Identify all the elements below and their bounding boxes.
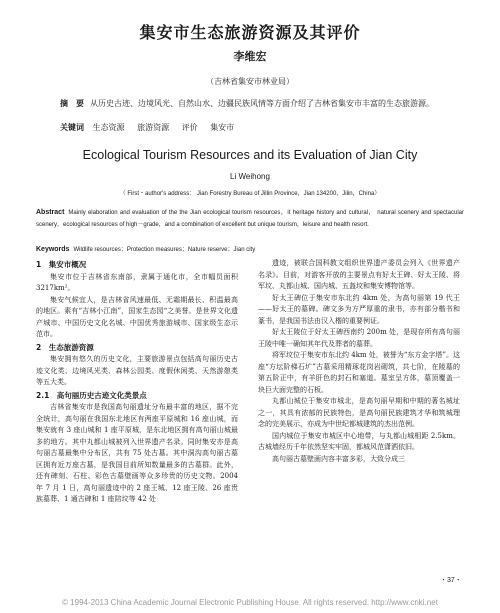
affiliation-en: （ First・author's address： Jian Forestry Bureau of Jillin Province，Jian 134200，Jilin，China） bbox=[119, 191, 381, 197]
keywords-en bbox=[36, 244, 464, 253]
subsection-heading: 2.1 高句丽历史古迹文化类景点 bbox=[36, 390, 147, 400]
keyword-cn: 集安市 bbox=[210, 123, 235, 132]
author-name-cn: 李维宏 bbox=[233, 50, 267, 63]
abstract-text-cn: 从历史古迹、边境风光、自然山水、边疆民族风情等方面介绍了吉林省集安市丰富的生态旅游源。 bbox=[90, 99, 434, 108]
paper-title-en: Ecological Tourism Resources and its Evaluation of Jian City bbox=[82, 148, 418, 162]
body-paragraph: 丸都山城位于集安市城北，是高句丽早期和中期的著名城址之一，其具有浓郁的民族特色，是高句丽民族建筑才华和筑城理念的完美展示，亦成为中世纪都城建筑的杰出范例。 bbox=[258, 397, 460, 428]
keywords-label-en: Keywords bbox=[36, 246, 70, 253]
abstract-en bbox=[36, 207, 464, 231]
body-paragraph: 将军坟位于集安市东北约 4km 处，被誉为“东方金字塔”。这座“方坛阶梯石圹”古墓采用精琢花岗岩砌筑，共七阶，在陵墓的第五阶正中，有羊肝色的封石和塞道。墓室呈方体，墓顶覆盖一块巨大面完整的石板。 bbox=[258, 351, 460, 394]
page-number: ・37・ bbox=[440, 577, 462, 584]
section-heading: 1 集安市概况 bbox=[36, 260, 87, 269]
keyword-cn: 评价 bbox=[181, 123, 198, 132]
body-paragraph: 国内城位于集安市城区中心地带，与丸都山城相距 2.5km。古城墙经历千年依然坚实牢固，都城风范潇洒依旧。 bbox=[258, 431, 460, 451]
body-paragraph: 集安气候宜人，是吉林省风速最低、无霜期最长、积温最高的地区。素有“吉林小江南”，国家生态园“之美誉。是世界文化遗产城市、中国历史文化名城、中国优秀旅游城市、国家级生态示范市。 bbox=[36, 295, 238, 338]
copyright-footer: © 1994-2013 China Academic Journal Electronic Publishing House. All rights reserved. http://www.cnki.net bbox=[62, 598, 438, 607]
keywords-text-en: Wildlife resources；Protection measures；Nature reserve；Jian city bbox=[73, 247, 256, 253]
body-paragraph: 好太王碑位于集安市东北约 4km 处，为高句丽第 19 代王——好太王的墓碑。碑文多为方严厚重的隶书，亦有部分楷书和篆书，是我国书法由汉入楷的重要例证。 bbox=[258, 293, 460, 325]
body-paragraph: 好太王陵位于好太王碑西南约 200m 处，是现存所有高句丽王陵中唯一确知其年代及葬者的墓葬。 bbox=[258, 328, 460, 348]
author-name-en: Li Weihong bbox=[230, 172, 270, 181]
abstract-cn bbox=[60, 98, 440, 109]
affiliation-cn: （吉林省集安市林业局） bbox=[206, 77, 294, 86]
abstract-text-en: Mainly elaboration and evaluation of the the Jian ecological tourism resources，it heritage history and cultural， natural scenery and spectacular scenery，ecological resources of high－grade，and a combination of excellent but unique tourism，leisure and health resort. bbox=[36, 210, 464, 228]
keyword-cn: 旅游资源 bbox=[137, 123, 170, 132]
abstract-label-cn: 摘 要 bbox=[60, 99, 84, 108]
keyword-cn: 生态资源 bbox=[92, 123, 125, 132]
keywords-cn bbox=[60, 122, 440, 133]
paper-title-cn: 集安市生态旅游资源及其评价 bbox=[139, 23, 361, 42]
body-paragraph: 高句丽古墓壁画内容丰富多彩，大致分成三 bbox=[272, 454, 405, 463]
body-paragraph: 遗迹，被联合国科教文组织世界遗产委员会列入《世界遗产名录》。目前，对游客开放的主要景点有好太王碑、好太王陵、将军坟、丸都山城、国内城、五盔坟和集安博物馆等。 bbox=[258, 259, 460, 290]
keywords-label-cn: 关键词 bbox=[60, 123, 84, 132]
body-paragraph: 吉林省集安市是我国高句丽遗址分布最丰富的地区，据不完全统计，高句丽在我国东北地区有两座平原城和 16 座山城，而集安就有 3 座山城和 1 座平原城，是东北地区拥有高句丽山城最多的地方。其中丸都山城被列入世界遗产名录。同时集安亦是高句丽古墓最集中分布区，共有 75 处古墓。其中洞沟高句丽古墓区拥有近万座古墓，是我国目前所知数量最多的古墓群。此外，还有碑刻、石柱、彩色古墓壁画等众多珍贵的历史文物。2004 年 7 月 1 日，高句丽遗迹中的 2 座王城、12 座王陵、26 座贵族墓葬、1 通古碑和 1 座陪坟等 42 处 bbox=[36, 403, 238, 503]
body-paragraph: 集安拥有悠久的历史文化，主要旅游景点包括高句丽历史古迹文化类、边境风光类、森林公园类、度假休闲类、天然游憩类等五大类。 bbox=[36, 355, 238, 386]
abstract-label-en: Abstract bbox=[36, 209, 65, 216]
body-column-left bbox=[36, 258, 238, 506]
body-paragraph: 集安市位于吉林省东南部，隶属于通化市，全市幅员面积 3217km²。 bbox=[36, 272, 238, 292]
body-column-right bbox=[258, 258, 460, 465]
section-heading: 2 生态旅游资源 bbox=[36, 342, 94, 352]
